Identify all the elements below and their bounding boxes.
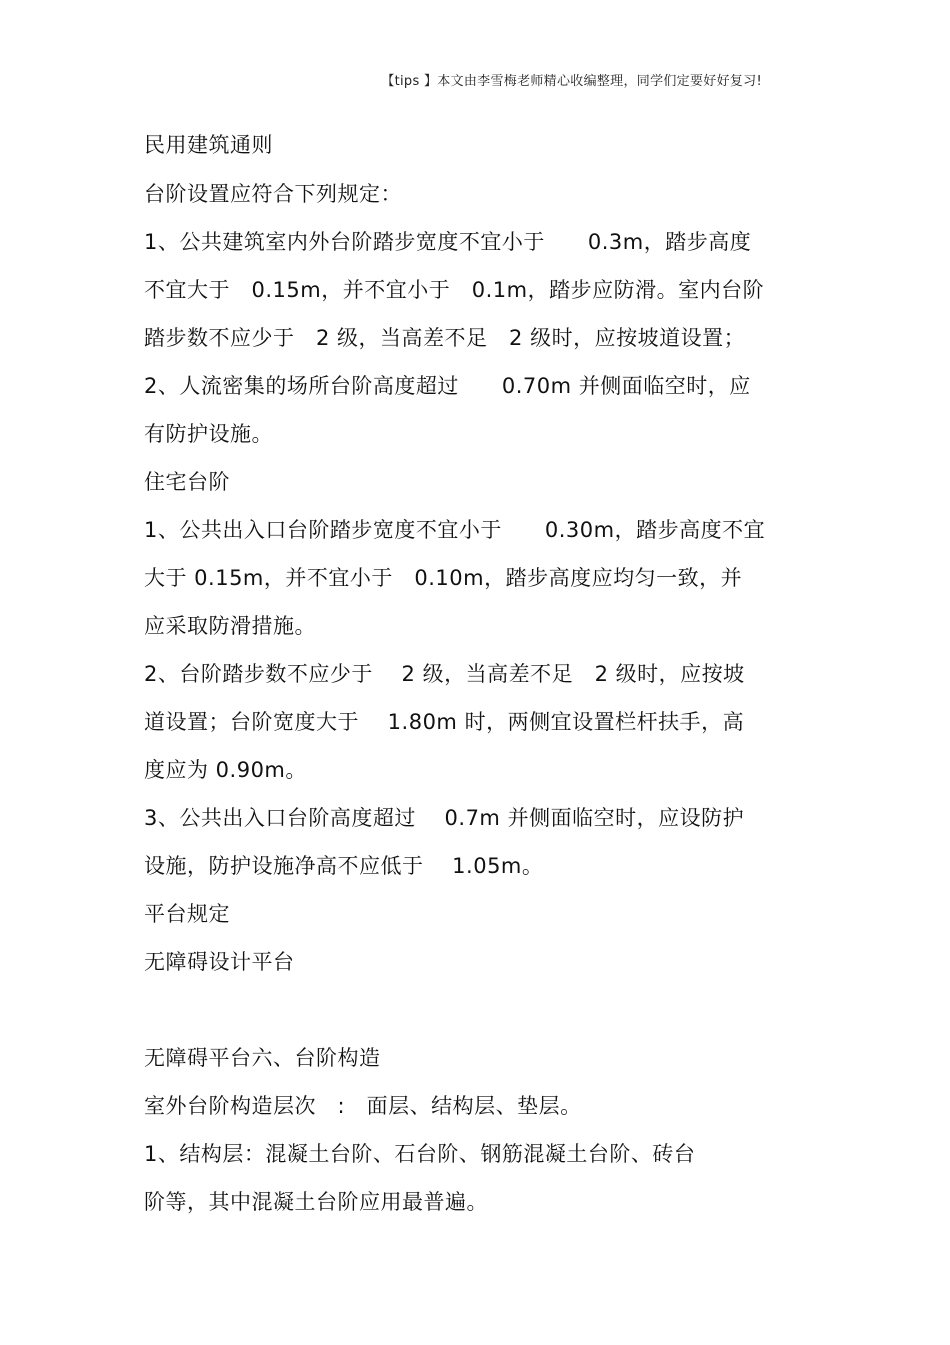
paragraph-line: 度应为 0.90m。 <box>144 758 307 782</box>
paragraph-line: 室外台阶构造层次 : 面层、结构层、垫层。 <box>144 1094 582 1118</box>
heading-residential-steps: 住宅台阶 <box>144 470 230 494</box>
paragraph-line: 应采取防滑措施。 <box>144 614 316 638</box>
paragraph-line: 踏步数不应少于 2 级，当高差不足 2 级时，应按坡道设置； <box>144 326 746 350</box>
heading-accessible-platform: 无障碍设计平台 <box>144 950 295 974</box>
paragraph-line: 设施，防护设施净高不应低于 1.05m。 <box>144 854 544 878</box>
paragraph-line: 台阶设置应符合下列规定： <box>144 182 402 206</box>
paragraph-line: 有防护设施。 <box>144 422 273 446</box>
paragraph-line: 不宜大于 0.15m，并不宜小于 0.1m，踏步应防滑。室内台阶 <box>144 278 765 302</box>
paragraph-line: 1、结构层：混凝土台阶、石台阶、钢筋混凝土台阶、砖台 <box>144 1142 696 1166</box>
paragraph-line: 3、公共出入口台阶高度超过 0.7m 并侧面临空时，应设防护 <box>144 806 745 830</box>
paragraph-line: 道设置；台阶宽度大于 1.80m 时，两侧宜设置栏杆扶手，高 <box>144 710 745 734</box>
paragraph-line: 2、人流密集的场所台阶高度超过 0.70m 并侧面临空时，应 <box>144 374 751 398</box>
heading-step-construction: 无障碍平台六、台阶构造 <box>144 1046 381 1070</box>
paragraph-line: 2、台阶踏步数不应少于 2 级，当高差不足 2 级时，应按坡 <box>144 662 745 686</box>
paragraph-line: 1、公共出入口台阶踏步宽度不宜小于 0.30m，踏步高度不宜 <box>144 518 766 542</box>
paragraph-line: 1、公共建筑室内外台阶踏步宽度不宜小于 0.3m，踏步高度 <box>144 230 752 254</box>
paragraph-line: 大于 0.15m，并不宜小于 0.10m，踏步高度应均匀一致，并 <box>144 566 743 590</box>
header-note: 【tips 】本文由李雪梅老师精心收编整理，同学们定要好好复习! <box>381 74 762 89</box>
heading-general-rules: 民用建筑通则 <box>144 133 273 157</box>
paragraph-line: 阶等，其中混凝土台阶应用最普遍。 <box>144 1190 488 1214</box>
heading-platform-rules: 平台规定 <box>144 902 230 926</box>
